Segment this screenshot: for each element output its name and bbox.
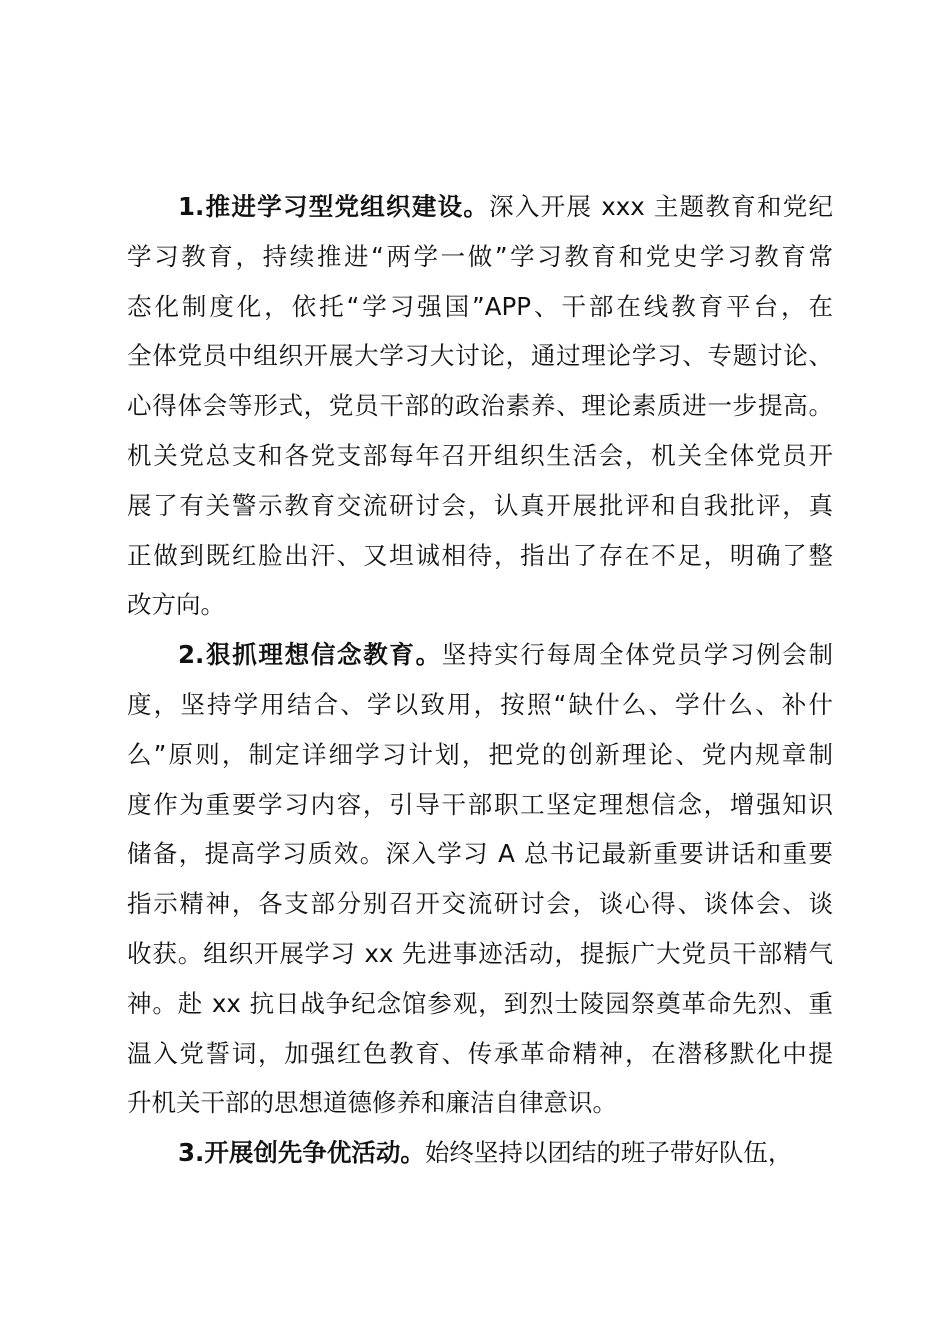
paragraph-line: 收获。组织开展学习 xx 先进事迹活动，提振广大党员干部精气 bbox=[127, 938, 833, 968]
paragraph-line: 么”原则，制定详细学习计划，把党的创新理论、党内规章制 bbox=[127, 739, 833, 769]
paragraph-line: 指示精神，各支部分别召开交流研讨会，谈心得、谈体会、谈 bbox=[127, 889, 833, 919]
paragraph-line: 心得体会等形式，党员干部的政治素养、理论素质进一步提高。 bbox=[127, 391, 833, 421]
paragraph-line: 度作为重要学习内容，引导干部职工坚定理想信念，增强知识 bbox=[127, 789, 833, 819]
paragraph-line: 全体党员中组织开展大学习大讨论，通过理论学习、专题讨论、 bbox=[127, 341, 833, 371]
paragraph-line: 神。赴 xx 抗日战争纪念馆参观，到烈士陵园祭奠革命先烈、重 bbox=[127, 988, 833, 1018]
paragraph-line bbox=[127, 1128, 833, 1178]
paragraph-line bbox=[127, 182, 833, 232]
paragraph-line: 正做到既红脸出汗、又坦诚相待，指出了存在不足，明确了整 bbox=[127, 540, 833, 570]
paragraph-line: 改方向。 bbox=[127, 590, 225, 620]
document-body bbox=[127, 182, 833, 1178]
paragraph-text: 深入开展 xxx 主题教育和党纪 bbox=[489, 192, 833, 221]
paragraph-heading: 2.狠抓理想信念教育。 bbox=[178, 640, 442, 670]
paragraph-text: 坚持实行每周全体党员学习例会制 bbox=[441, 640, 834, 670]
paragraph-heading: 1.推进学习型党组织建设。 bbox=[178, 192, 490, 221]
paragraph-line: 学习教育，持续推进“两学一做”学习教育和党史学习教育常 bbox=[127, 241, 833, 271]
paragraph-line: 温入党誓词，加强红色教育、传承革命精神，在潜移默化中提 bbox=[127, 1038, 833, 1068]
paragraph-2 bbox=[127, 630, 833, 1128]
paragraph-line: 态化制度化，依托“学习强国”APP、干部在线教育平台，在 bbox=[127, 291, 833, 321]
paragraph-line: 机关党总支和各党支部每年召开组织生活会，机关全体党员开 bbox=[127, 440, 833, 470]
paragraph-1 bbox=[127, 182, 833, 630]
paragraph-line: 储备，提高学习质效。深入学习 A 总书记最新重要讲话和重要 bbox=[127, 839, 833, 869]
paragraph-text: 始终坚持以团结的班子带好队伍， bbox=[424, 1138, 793, 1168]
paragraph-line: 升机关干部的思想道德修养和廉洁自律意识。 bbox=[127, 1088, 617, 1118]
paragraph-line: 度，坚持学用结合、学以致用，按照“缺什么、学什么、补什 bbox=[127, 689, 833, 719]
paragraph-line bbox=[127, 630, 833, 680]
paragraph-line: 展了有关警示教育交流研讨会，认真开展批评和自我批评，真 bbox=[127, 490, 833, 520]
paragraph-3 bbox=[127, 1128, 833, 1178]
paragraph-heading: 3.开展创先争优活动。 bbox=[178, 1138, 425, 1168]
